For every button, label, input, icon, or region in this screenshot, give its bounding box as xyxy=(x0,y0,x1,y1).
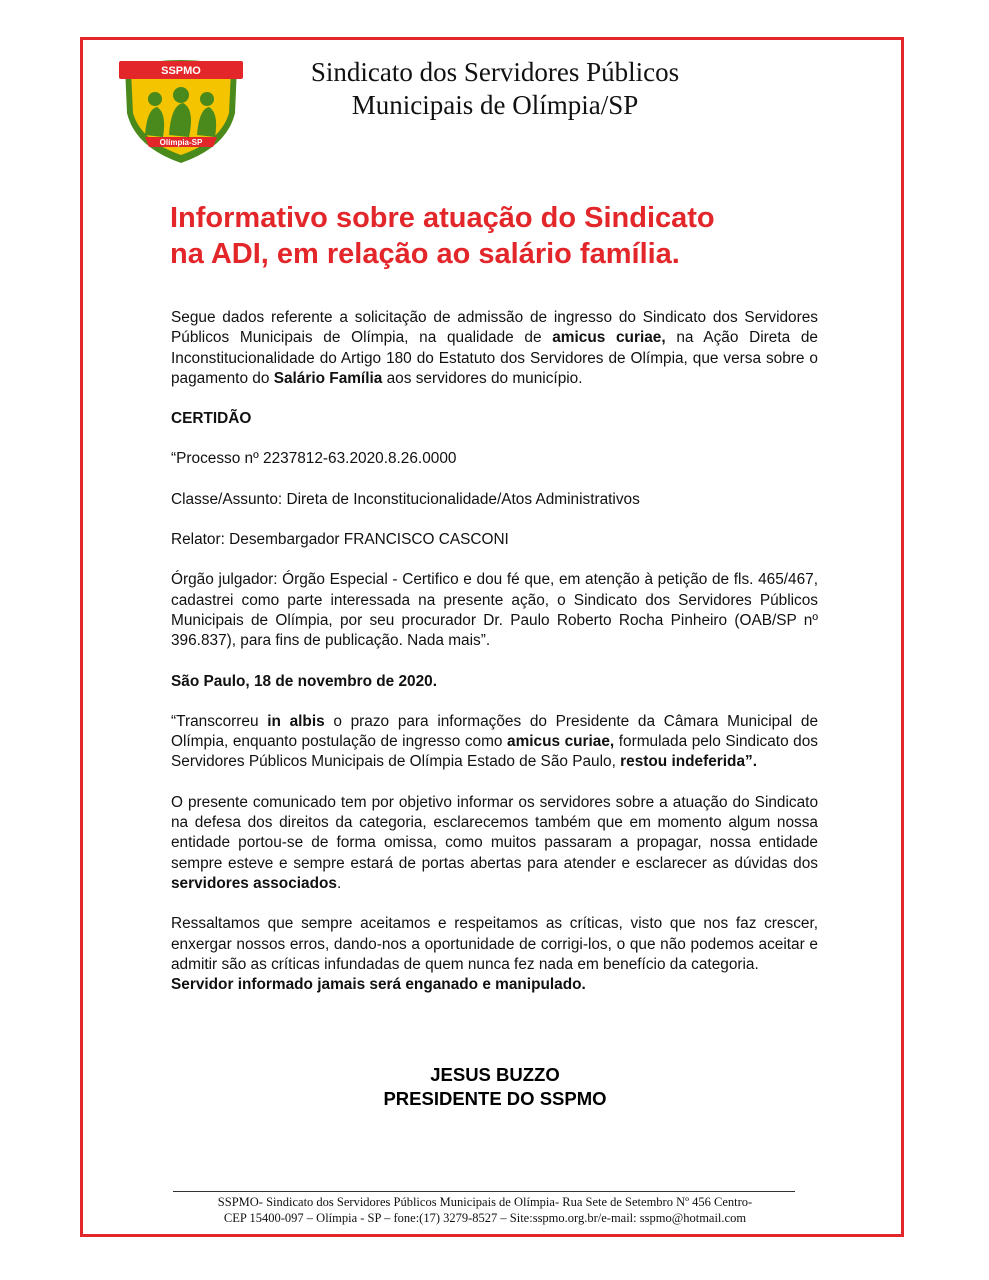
signature-name: JESUS BUZZO xyxy=(430,1064,560,1085)
motto-text: Servidor informado jamais será enganado e manipulado. xyxy=(171,976,586,994)
intro-text-2: na Ação Direta de Inconstitucionalidade do Artigo 180 do Estatuto dos Servidores de Olímpia, que versa sobre o pagamento do xyxy=(171,329,818,387)
footer-divider xyxy=(173,1191,795,1192)
comunicado-paragraph xyxy=(171,793,818,894)
transcorreu-paragraph xyxy=(171,712,818,773)
organization-title xyxy=(250,56,740,122)
transcorreu-bold-3: restou indeferida”. xyxy=(620,753,757,771)
certidao-heading-text: CERTIDÃO xyxy=(171,410,252,428)
transcorreu-text-2: o prazo para informações do Presidente da Câmara Municipal de Olímpia, enquanto postulação de ingresso como xyxy=(171,712,819,751)
headline-line-2: na ADI, em relação ao salário família. xyxy=(170,238,680,270)
organization-title-line-2: Municipais de Olímpia/SP xyxy=(351,90,639,120)
relator-line: Relator: Desembargador FRANCISCO CASCONI xyxy=(171,531,509,549)
document-body xyxy=(171,308,818,995)
comunicado-bold-1: servidores associados xyxy=(171,874,337,892)
processo-line: “Processo nº 2237812-63.2020.8.26.0000 xyxy=(171,450,457,468)
transcorreu-text-1: “Transcorreu xyxy=(171,712,268,730)
logo-abbr: SSPMO xyxy=(161,65,201,77)
intro-paragraph xyxy=(171,308,818,389)
motto-line xyxy=(171,975,818,995)
headline-line-1: Informativo sobre atuação do Sindicato xyxy=(170,202,715,234)
footer xyxy=(160,1195,810,1226)
orgao-paragraph: Órgão julgador: Órgão Especial - Certifico e dou fé que, em atenção à petição de fls. 465/467, cadastrei como parte interessada na presente ação, o Sindicato dos Servidores Públicos Municipais de Olímpia, por seu procurador Dr. Paulo Roberto Rocha Pinheiro (OAB/SP nº 396.837), para fins de publicação. Nada mais”. xyxy=(171,571,818,650)
comunicado-text-1: O presente comunicado tem por objetivo informar os servidores sobre a atuação do Sindicato na defesa dos direitos da categoria, esclarecemos também que em momento algum nossa entidade portou-se de forma omissa, como muitos passaram a propagar, nossa entidade sempre esteve e sempre estará de portas abertas para atender e esclarecer as dúvidas dos xyxy=(171,793,818,872)
intro-text-1: Segue dados referente a solicitação de admissão de ingresso do Sindicato dos Servidores Públicos Municipais de Olímpia, na qualidade de xyxy=(171,309,818,347)
logo-city: Olímpia-SP xyxy=(159,138,203,147)
ressaltamos-paragraph: Ressaltamos que sempre aceitamos e respeitamos as críticas, visto que nos faz crescer, enxergar nossos erros, dando-nos a oportunidade de corrigi-los, o que não podemos aceitar e admitir são as críticas infundadas de quem nunca fez nada em benefício da categoria. xyxy=(171,915,818,973)
comunicado-text-2: . xyxy=(336,874,342,892)
document-headline xyxy=(170,200,830,272)
intro-text-3: aos servidores do município. xyxy=(382,369,583,387)
footer-line-1: SSPMO- Sindicato dos Servidores Públicos Municipais de Olímpia- Rua Sete de Setembro Nº 456 Centro- xyxy=(217,1195,753,1209)
date-text: São Paulo, 18 de novembro de 2020. xyxy=(171,672,438,690)
footer-line-2: CEP 15400-097 – Olímpia - SP – fone:(17) 3279-8527 – Site:sspmo.org.br/e-mail: sspmo@hotmail.com xyxy=(223,1210,747,1225)
organization-title-line-1: Sindicato dos Servidores Públicos xyxy=(310,57,680,87)
signature-role: PRESIDENTE DO SSPMO xyxy=(383,1088,607,1109)
transcorreu-bold-1: in albis xyxy=(267,712,325,730)
transcorreu-bold-2: amicus curiae, xyxy=(507,733,615,751)
intro-bold-1: amicus curiae, xyxy=(552,329,666,347)
intro-bold-2: Salário Família xyxy=(273,369,383,387)
transcorreu-text-3: formulada pelo Sindicato dos Servidores Públicos Municipais de Olímpia Estado de São Paulo, xyxy=(171,733,818,771)
union-logo xyxy=(117,55,245,165)
union-emblem-icon xyxy=(117,55,245,165)
date-line xyxy=(171,672,818,692)
certidao-heading xyxy=(171,409,818,429)
classe-line: Classe/Assunto: Direta de Inconstitucionalidade/Atos Administrativos xyxy=(171,490,640,508)
signature-block xyxy=(300,1063,690,1111)
